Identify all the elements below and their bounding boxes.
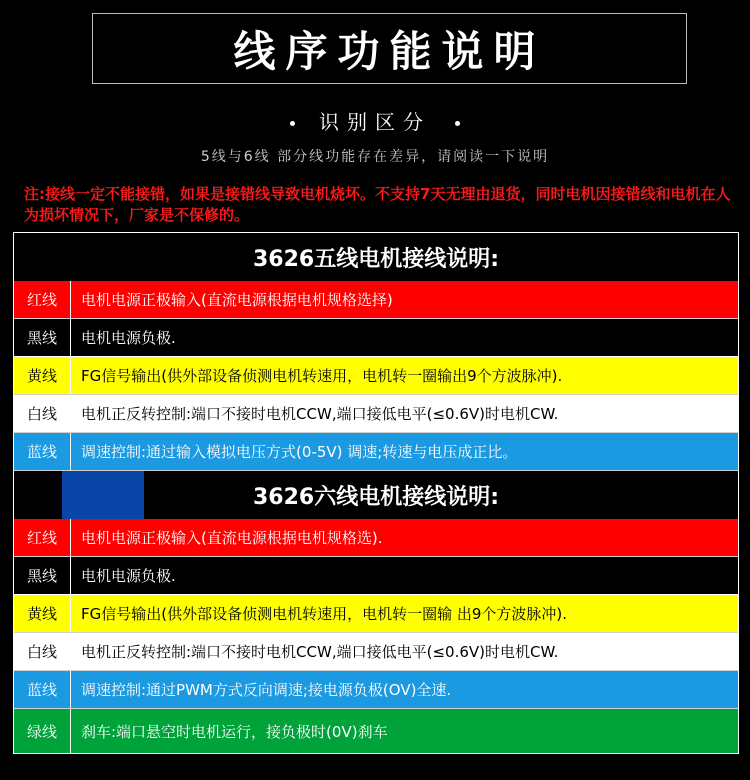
five-wire-row-yellow [14,357,738,395]
wiring-table [13,232,739,754]
five-wire-heading: 3626五线电机接线说明: [14,233,738,281]
five-wire-row-blue [14,433,738,471]
wire-name: 蓝线 [14,671,71,708]
title-box [92,13,687,84]
wire-name: 黑线 [14,557,71,594]
wire-name: 绿线 [14,709,71,753]
wire-description: 电机电源负极. [81,329,176,347]
wire-name: 白线 [14,395,71,432]
wire-description: 调速控制:通过PWM方式反向调速;接电源负极(OV)全速. [81,681,452,699]
wire-name: 黑线 [14,319,71,356]
wire-description: 电机正反转控制:端口不接时电机CCW,端口接低电平(≤0.6V)时电机CW. [81,643,559,661]
wire-description: FG信号输出(供外部设备侦测电机转速用，电机转一圈输 出9个方波脉冲). [81,605,568,623]
wire-name: 白线 [14,633,71,670]
accent-block [62,471,144,519]
five-wire-row-red [14,281,738,319]
page-title: 线序功能说明 [233,26,546,76]
wire-description: 电机正反转控制:端口不接时电机CCW,端口接低电平(≤0.6V)时电机CW. [81,405,559,423]
wire-name: 红线 [14,519,71,556]
wire-description: FG信号输出(供外部设备侦测电机转速用，电机转一圈输出9个方波脉冲). [81,367,563,385]
five-wire-row-black [14,319,738,357]
wire-name: 黄线 [14,357,71,394]
six-wire-row-blue [14,671,738,709]
six-wire-row-green [14,709,738,753]
warning-note: 注:接线一定不能接错，如果是接错线导致电机烧坏。不支持7天无理由退货，同时电机因接错线和电机在人为损坏情况下，厂家是不保修的。 [24,185,731,224]
wire-name: 蓝线 [14,433,71,470]
five-wire-row-white [14,395,738,433]
subtitle [0,106,750,135]
wire-description: 电机电源正极输入(直流电源根据电机规格选择) [81,291,393,309]
six-wire-row-yellow [14,595,738,633]
wire-description: 刹车:端口悬空时电机运行，接负极时(0V)刹车 [81,722,388,741]
description: 5线与6线 部分线功能存在差异，请阅读一下说明 [200,149,550,165]
wire-description: 电机电源正极输入(直流电源根据电机规格选). [81,529,383,547]
wire-description: 调速控制:通过输入模拟电压方式(0-5V) 调速;转速与电压成正比。 [81,443,518,461]
six-wire-row-black [14,557,738,595]
bullet-dot-left [290,121,295,126]
six-wire-row-red [14,519,738,557]
six-wire-heading: 3626六线电机接线说明: [252,484,500,510]
bullet-dot-right [455,121,460,126]
subtitle-text: 识别区分 [319,110,431,134]
wire-name: 黄线 [14,595,71,632]
wire-description: 电机电源负极. [81,567,176,585]
six-wire-heading-bar [14,471,738,519]
six-wire-row-white [14,633,738,671]
wire-name: 红线 [14,281,71,318]
